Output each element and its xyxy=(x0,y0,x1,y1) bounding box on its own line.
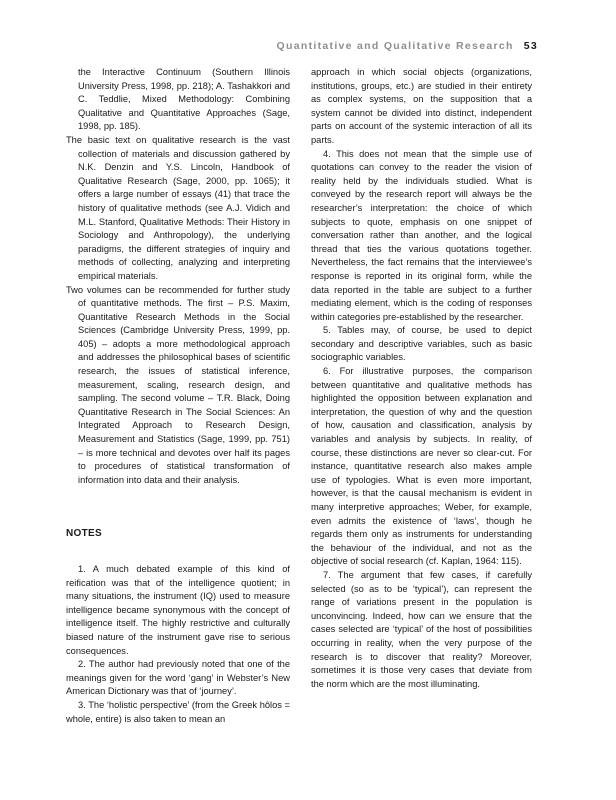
note-6: 6. For illustrative purposes, the comparison between quantitative and qualitative methods has highlighted the opposition between explanation and interpretation, the question of why and the question of how, causation and classification, analysis by variables and analysis by subjects. In reality, of course, these distinctions are never so clear-cut. For instance, quantitative research also makes ample use of typologies. What is even more important, however, is that the causal mechanism is evident in many interpretive approaches; Weber, for example, even admits the existence of ‘laws’, though he regards them only as instruments for understanding the behaviour of the individual, and not as the objective of social research (cf. Kaplan, 1964: 115). xyxy=(311,366,532,567)
note-5: 5. Tables may, of course, be used to depict secondary and descriptive variables, such as basic sociographic variables. xyxy=(311,325,532,363)
note-3: 3. The ‘holistic perspective’ (from the Greek hôlos = whole, entire) is also taken to mean an xyxy=(66,699,290,724)
reference-qualitative: The basic text on qualitative research is the vast collection of materials and discussion gathered by N.K. Denzin and Y.S. Lincoln, Handbook of Qualitative Research (Sage, 2000, pp. 1065); it offers a large number of essays (41) that trace the history of qualitative methods (see A.J. Vidich and M.L. Stanford, Qualitative Methods: Their History in Sociology and Anthropology), the underlying paradigms, the different strategies of inquiry and methods of collecting, analyzing and interpreting empirical materials. xyxy=(66,134,290,281)
running-title: Quantitative and Qualitative Research xyxy=(276,40,514,52)
note-3-continuation: approach in which social objects (organizations, institutions, groups, etc.) are studied in their entirety as complex systems, on the supposition that a system cannot be divided into distinct, independent parts on account of the systemic interaction of all its parts. xyxy=(311,67,532,145)
reference-quantitative: Two volumes can be recommended for further study of quantitative methods. The first – P.S. Maxim, Quantitative Research Methods in the Social Sciences (Cambridge University Press, 1999, pp. 405) – adopts a more methodological approach and addresses the philosophical bases of scientific research, the issues of statistical inference, measurement, scaling, research design, and sampling. The second volume – T.R. Black, Doing Quantitative Research in The Social Sciences: An Integrated Approach to Research Design, Measurement and Statistics (Sage, 1999, pp. 751) – is more technical and devotes over half its pages to procedures of statistical transformation of information into data and their analysis. xyxy=(66,284,290,485)
note-2: 2. The author had previously noted that one of the meanings given for the word ‘gang’ in Webster’s New American Dictionary was that of ‘journey’. xyxy=(66,659,290,697)
note-1: 1. A much debated example of this kind of reification was that of the intelligence quotient; in many situations, the instrument (IQ) used to measure intelligence became synonymous with the concept of intelligence itself. The highly restrictive and culturally biased nature of the instrument gave rise to serious consequences. xyxy=(66,564,290,656)
reference-continuation: the Interactive Continuum (Southern Illinois University Press, 1998, pp. 218); A. Tashakkori and C. Teddlie, Mixed Methodology: Combining Qualitative and Quantitative Approaches (Sage, 1998, pp. 185). xyxy=(78,67,290,132)
right-column xyxy=(311,66,532,691)
left-column xyxy=(66,66,290,726)
note-4: 4. This does not mean that the simple use of quotations can convey to the reader the vision of reality held by the individuals studied. What is conveyed by the research report will always be the researcher’s interpretation: the choice of which subjects to quote, emphasis on one snippet of conversation rather than another, and the logical thread that ties the various quotations together. Nevertheless, the fact remains that the interviewee’s response is reported in its original form, while the data reported in the table are subject to a further mediating element, which is the coding of responses within categories pre-established by the researcher. xyxy=(311,148,532,322)
running-header xyxy=(0,40,538,52)
note-7: 7. The argument that few cases, if carefully selected (so as to be ‘typical’), can represent the range of variations present in the population is unconvincing. Indeed, how can we ensure that the cases selected are ‘typical’ of the host of possibilities occurring in reality, when the very purpose of the research is to discover that reality? Moreover, sometimes it is those very cases that deviate from the norm which are the most illuminating. xyxy=(311,569,532,689)
page-number: 53 xyxy=(523,40,538,52)
notes-heading: NOTES xyxy=(66,528,102,540)
